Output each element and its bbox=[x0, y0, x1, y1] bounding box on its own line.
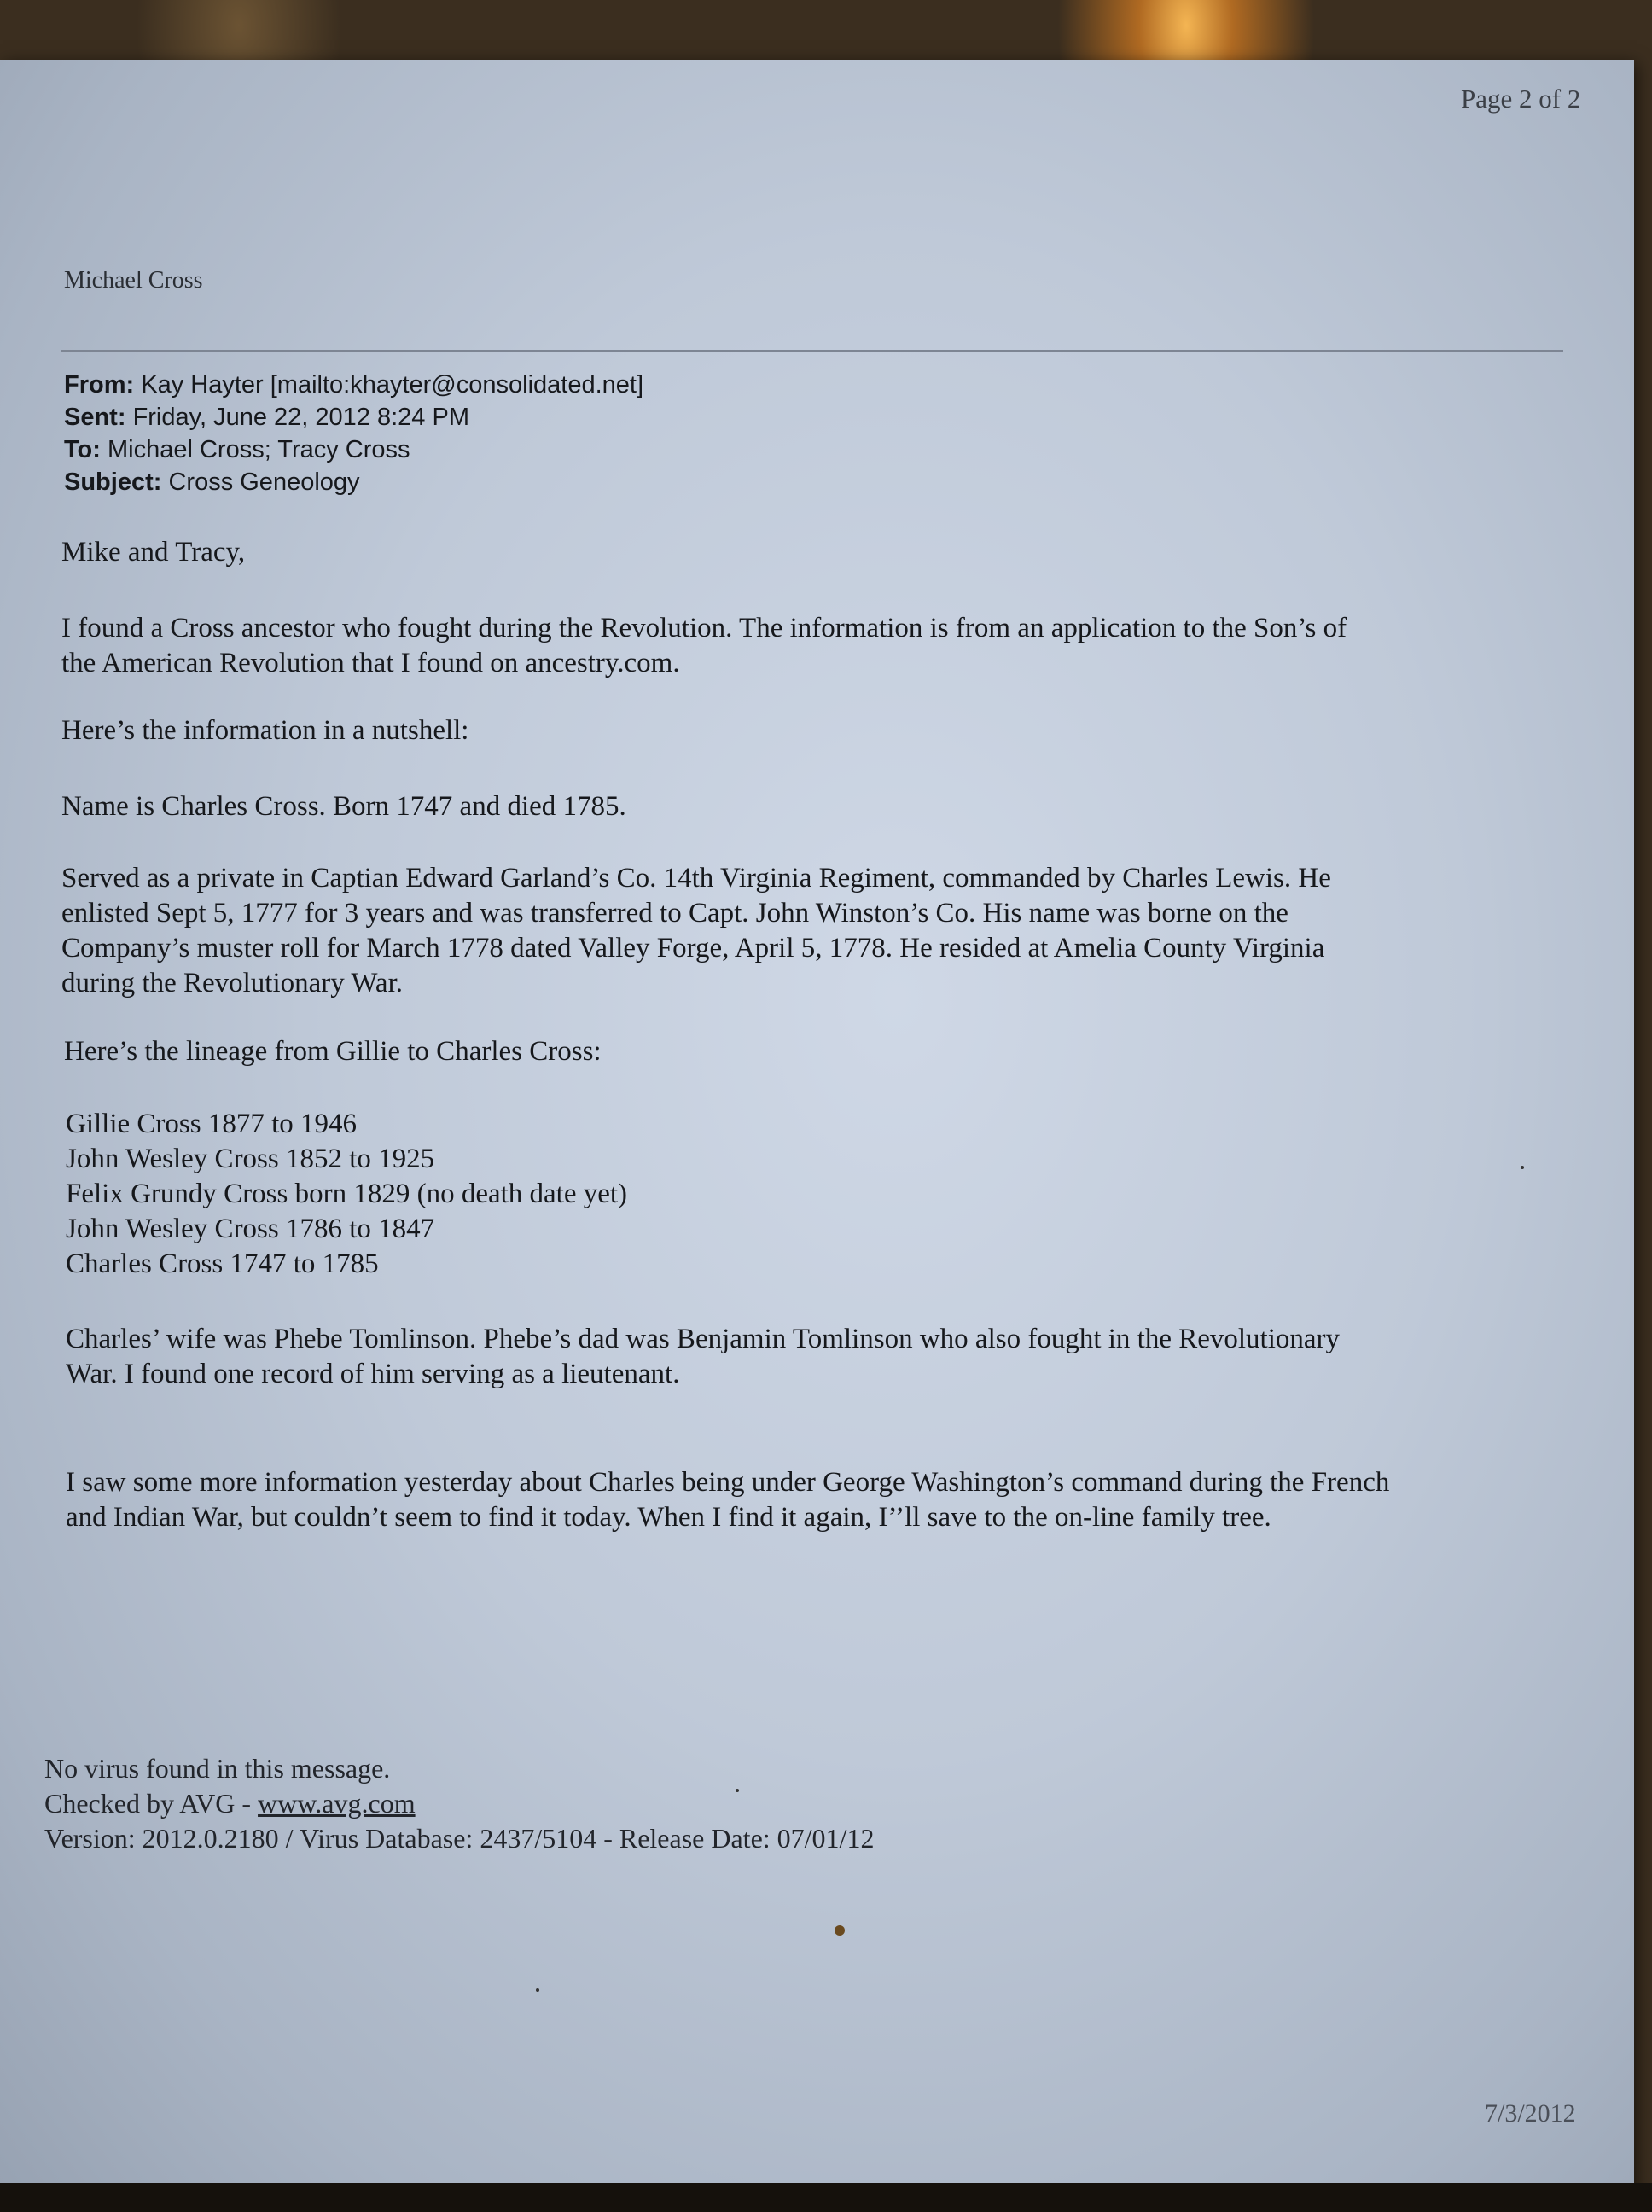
to-value: Michael Cross; Tracy Cross bbox=[108, 436, 410, 463]
lineage-list bbox=[66, 1107, 627, 1282]
from-label: From: bbox=[64, 371, 135, 399]
email-from-row bbox=[64, 369, 643, 401]
paragraph-line: and Indian War, but couldn’t seem to find it today. When I find it again, I’’ll save to the on-line family tree. bbox=[66, 1502, 1271, 1533]
sender-name: Michael Cross bbox=[64, 267, 203, 294]
greeting: Mike and Tracy, bbox=[61, 537, 246, 568]
lineage-item: John Wesley Cross 1786 to 1847 bbox=[66, 1214, 435, 1244]
paragraph-line: War. I found one record of him serving as a lieutenant. bbox=[66, 1359, 680, 1389]
paragraph-line: the American Revolution that I found on ancestry.com. bbox=[61, 648, 680, 678]
paragraph-ancestor-found bbox=[61, 611, 1347, 681]
to-label: To: bbox=[64, 436, 101, 463]
lineage-item: Gillie Cross 1877 to 1946 bbox=[66, 1109, 358, 1139]
paragraph-line: Company’s muster roll for March 1778 dated Valley Forge, April 5, 1778. He resided at Amelia County Virginia bbox=[61, 933, 1325, 963]
paragraph-service bbox=[61, 861, 1331, 1001]
print-date: 7/3/2012 bbox=[1485, 2099, 1576, 2128]
email-sent-row bbox=[64, 401, 469, 434]
footer-line: Version: 2012.0.2180 / Virus Database: 2437/5104 - Release Date: 07/01/12 bbox=[44, 1823, 875, 1854]
paragraph-line: Charles’ wife was Phebe Tomlinson. Phebe’s dad was Benjamin Tomlinson who also fought in the Revolutionary bbox=[66, 1324, 1341, 1354]
paragraph-line: I found a Cross ancestor who fought during the Revolution. The information is from an application to the Son’s of bbox=[61, 613, 1347, 643]
paragraph-line: enlisted Sept 5, 1777 for 3 years and was transferred to Capt. John Winston’s Co. His name was borne on the bbox=[61, 898, 1288, 928]
lineage-item: Charles Cross 1747 to 1785 bbox=[66, 1249, 379, 1279]
paper-speck bbox=[1521, 1166, 1524, 1169]
table-edge bbox=[0, 2183, 1652, 2212]
paragraph-line: I saw some more information yesterday about Charles being under George Washington’s command during the French bbox=[66, 1467, 1390, 1498]
paragraph-nutshell: Here’s the information in a nutshell: bbox=[61, 715, 469, 746]
email-subject-row bbox=[64, 466, 360, 498]
header-divider bbox=[61, 350, 1563, 352]
paper-speck bbox=[536, 1988, 539, 1992]
avg-link[interactable]: www.avg.com bbox=[258, 1788, 416, 1819]
subject-value: Cross Geneology bbox=[168, 469, 360, 496]
paragraph-washington bbox=[66, 1465, 1389, 1535]
paragraph-line: during the Revolutionary War. bbox=[61, 968, 403, 998]
subject-label: Subject: bbox=[64, 469, 162, 496]
paragraph-lineage-intro: Here’s the lineage from Gillie to Charles Cross: bbox=[64, 1036, 602, 1067]
email-to-row bbox=[64, 434, 410, 466]
lineage-item: Felix Grundy Cross born 1829 (no death date yet) bbox=[66, 1179, 628, 1209]
paper-stain bbox=[835, 1925, 845, 1936]
virus-scan-footer bbox=[44, 1751, 874, 1856]
from-value: Kay Hayter [mailto:khayter@consolidated.net] bbox=[141, 371, 644, 399]
footer-line bbox=[44, 1786, 874, 1821]
footer-checked-text: Checked by AVG - bbox=[44, 1788, 259, 1819]
sent-label: Sent: bbox=[64, 404, 126, 431]
paragraph-name: Name is Charles Cross. Born 1747 and died 1785. bbox=[61, 791, 626, 822]
paragraph-wife bbox=[66, 1322, 1340, 1392]
lineage-item: John Wesley Cross 1852 to 1925 bbox=[66, 1144, 435, 1174]
page-number: Page 2 of 2 bbox=[1461, 84, 1581, 114]
sent-value: Friday, June 22, 2012 8:24 PM bbox=[132, 404, 469, 431]
paragraph-line: Served as a private in Captian Edward Garland’s Co. 14th Virginia Regiment, commanded by Charles Lewis. He bbox=[61, 863, 1331, 894]
footer-line: No virus found in this message. bbox=[44, 1753, 391, 1784]
